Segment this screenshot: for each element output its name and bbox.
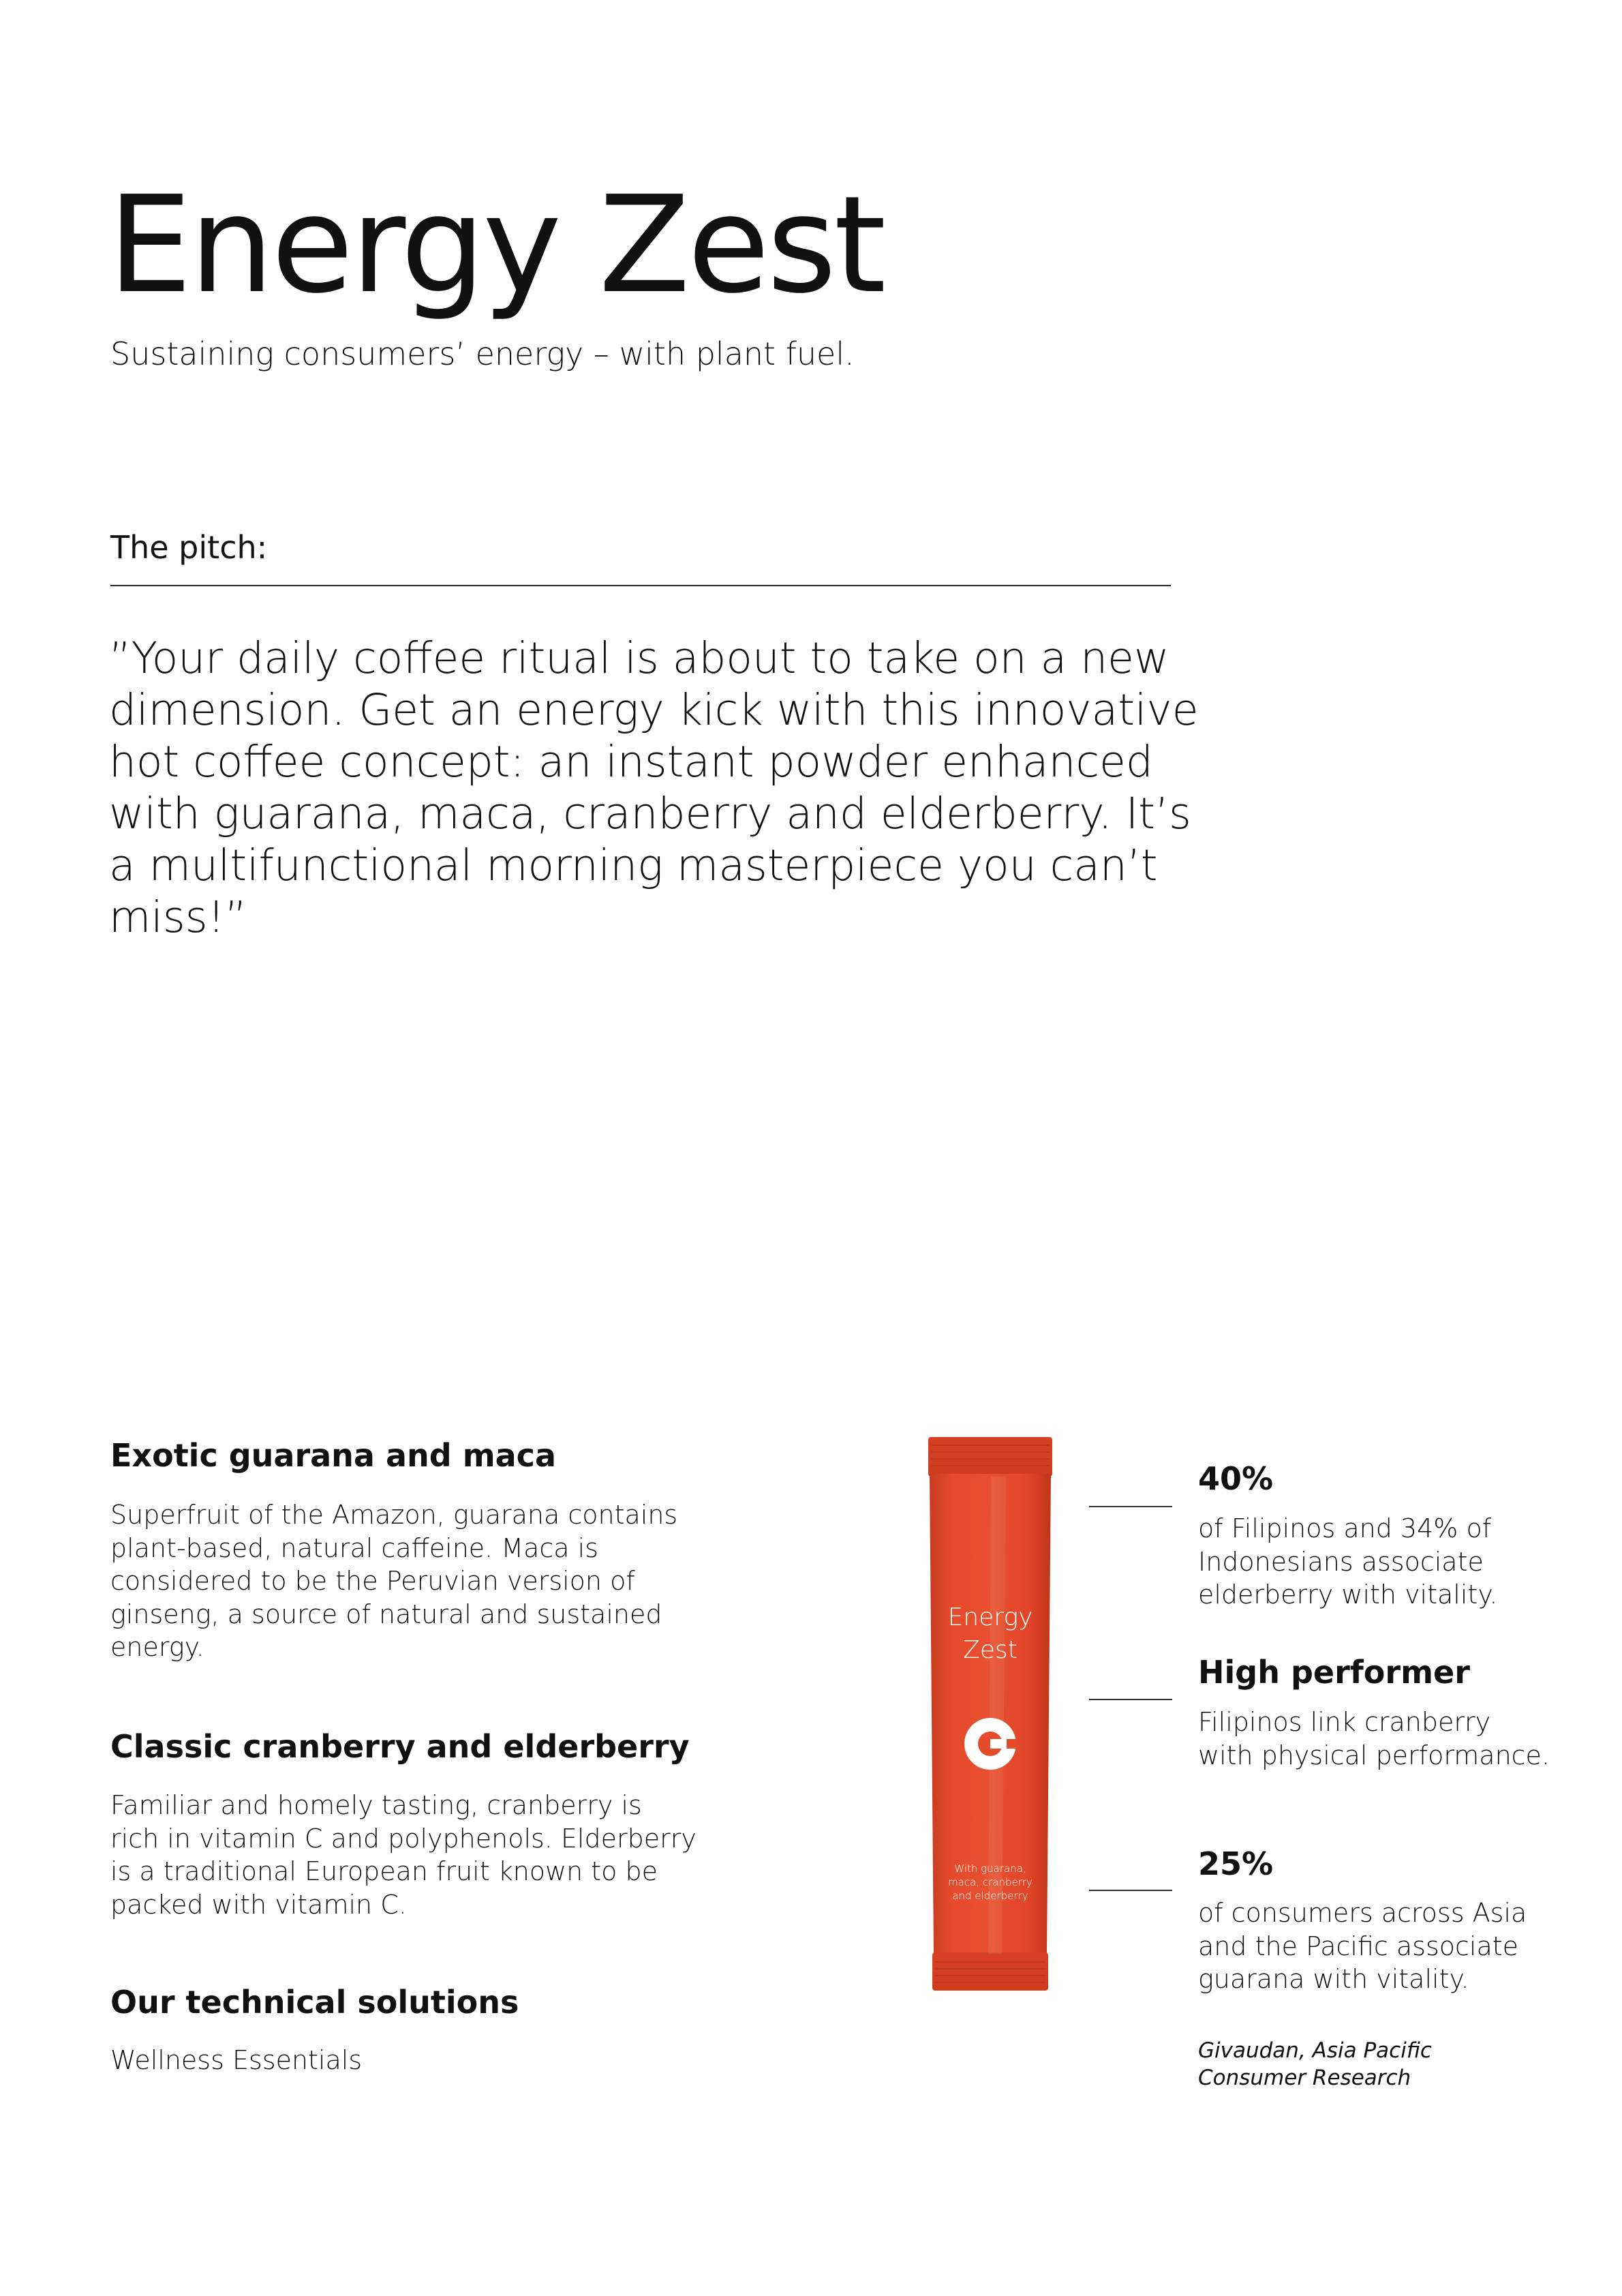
page-title: Energy Zest bbox=[108, 168, 884, 323]
stat-pointer-line bbox=[1089, 1890, 1172, 1891]
section-body-guarana-maca: Superfruit of the Amazon, guarana contains plant-based, natural caffeine. Maca is considered to be the Peruvian version of ginseng, a source of natural and sustained energy. bbox=[110, 1500, 678, 1662]
pack-tagline-2: maca, cranberry bbox=[948, 1876, 1032, 1888]
section-body-cranberry-elderberry: Familiar and homely tasting, cranberry is rich in vitamin C and polyphenols. Elderberry is a traditional European fruit known to be packed with vitamin C. bbox=[110, 1790, 697, 1920]
page-subtitle: Sustaining consumers’ energy – with plant fuel. bbox=[110, 335, 855, 372]
pack-tagline-1: With guarana, bbox=[954, 1862, 1026, 1875]
stat-heading-guarana: 25% bbox=[1198, 1845, 1274, 1882]
pack-tagline-3: and elderberry bbox=[952, 1890, 1028, 1902]
pack-name-line2: Zest bbox=[963, 1636, 1017, 1664]
source-line-2: Consumer Research bbox=[1198, 2066, 1411, 2090]
stat-heading-elderberry: 40% bbox=[1198, 1460, 1274, 1497]
pitch-quote: ”Your daily coffee ritual is about to take on a new dimension. Get an energy kick with this innovative hot coffee concept: an instant powder enhanced with guarana, maca, cranberry and elderberry. It’s a multifunctional morning masterpiece you can’t miss!” bbox=[109, 633, 1199, 942]
stick-pack-graphic bbox=[925, 1436, 1055, 1993]
top-seal bbox=[928, 1437, 1052, 1477]
section-body-technical-solutions: Wellness Essentials bbox=[110, 2045, 363, 2075]
pack-name-line1: Energy bbox=[947, 1603, 1033, 1631]
pitch-divider bbox=[110, 585, 1171, 586]
product-stick-pack-image bbox=[925, 1436, 1055, 1996]
stat-body-guarana: of consumers across Asia and the Pacific associate guarana with vitality. bbox=[1198, 1898, 1527, 1994]
stat-body-elderberry: of Filipinos and 34% of Indonesians associate elderberry with vitality. bbox=[1198, 1513, 1498, 1610]
section-heading-cranberry-elderberry: Classic cranberry and elderberry bbox=[110, 1728, 690, 1765]
stat-heading-cranberry: High performer bbox=[1198, 1654, 1470, 1691]
section-heading-guarana-maca: Exotic guarana and maca bbox=[110, 1437, 556, 1474]
stat-pointer-line bbox=[1089, 1506, 1172, 1507]
source-line-1: Givaudan, Asia Pacific bbox=[1198, 2038, 1432, 2063]
stat-body-cranberry: Filipinos link cranberry with physical performance. bbox=[1198, 1707, 1550, 1770]
stat-pointer-line bbox=[1089, 1699, 1172, 1700]
section-heading-technical-solutions: Our technical solutions bbox=[110, 1984, 519, 2021]
pitch-label: The pitch: bbox=[110, 529, 268, 566]
source-citation bbox=[1198, 2037, 1512, 2091]
bottom-seal bbox=[932, 1952, 1048, 1991]
